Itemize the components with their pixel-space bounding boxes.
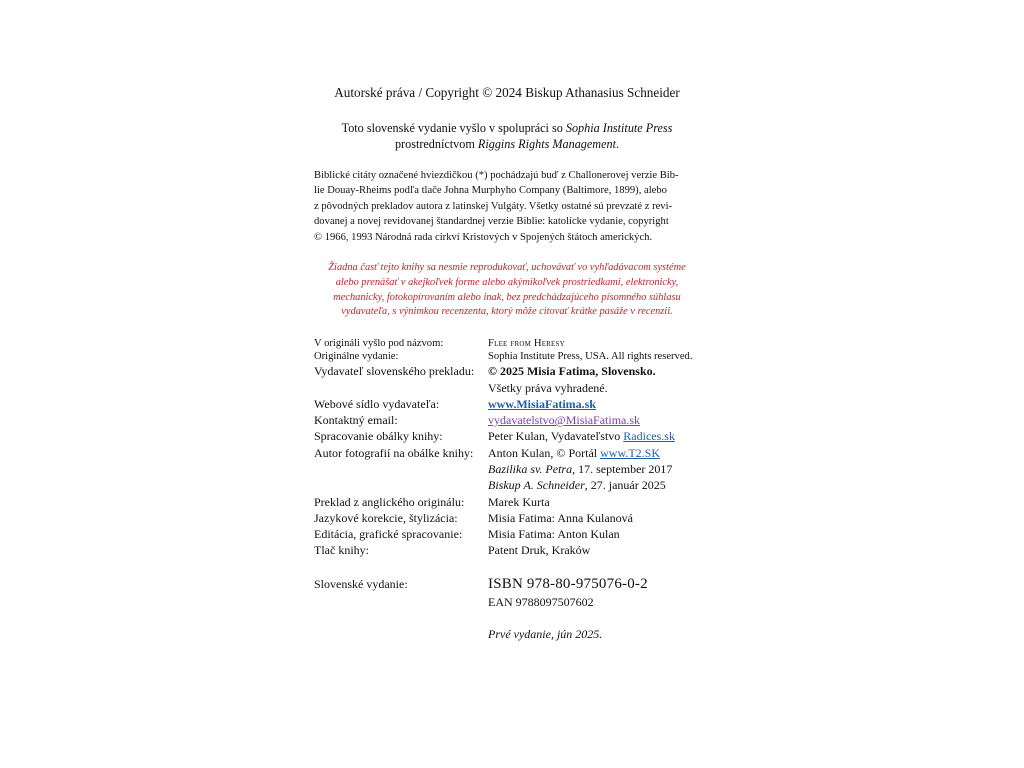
t2-link[interactable]: www.T2.SK (600, 445, 660, 460)
rights-note-line: mechanicky, fotokopírovaním alebo inak, bez predchádzajúceho písomného súhlasu (333, 291, 681, 303)
cover-value: Peter Kulan, Vydavateľstvo Radices.sk (488, 429, 675, 444)
publisher-name: Sophia Institute Press (565, 121, 673, 135)
first-edition-note: Prvé vydanie, jún 2025. (488, 627, 603, 642)
bible-citation-note (314, 168, 700, 245)
print-row (314, 542, 700, 558)
isbn-row (314, 575, 700, 594)
photo-row-2 (314, 461, 700, 477)
email-label: Kontaktný email: (314, 413, 398, 428)
sk-publisher-rights-row (314, 380, 700, 396)
proofreading-value: Misia Fatima: Anna Kulanová (488, 510, 633, 525)
bible-note-line: dovanej a novej revidovanej štandardnej verzie Biblie: katolícke vydanie, copyright (314, 216, 669, 228)
proofreading-label: Jazykové korekcie, štylizácia: (314, 510, 458, 525)
translation-value: Marek Kurta (488, 494, 550, 509)
copyright-page (314, 84, 700, 642)
original-title-value: Flee from Heresy (488, 338, 565, 350)
photo-row (314, 445, 700, 461)
rights-reserved-notice (314, 261, 700, 320)
first-edition-row (314, 626, 700, 642)
bible-note-line: z pôvodných prekladov autora z latinskej Vulgáty. Všetky ostatné sú prevzaté z revi- (314, 200, 673, 212)
sk-edition-label: Slovenské vydanie: (314, 576, 408, 591)
editing-label: Editácia, grafické spracovanie: (314, 527, 463, 542)
cover-label: Spracovanie obálky knihy: (314, 429, 443, 444)
original-title-row (314, 337, 700, 350)
isbn-number: ISBN 978-80-975076-0-2 (488, 575, 648, 592)
website-label: Webové sídlo vydavateľa: (314, 396, 440, 411)
bible-note-line: lie Douay-Rheims podľa tlače Johna Murphyho Company (Baltimore, 1899), alebo (314, 185, 667, 197)
website-link[interactable]: www.MisiaFatima.sk (488, 396, 596, 411)
photo-value: Anton Kulan, © Portál www.T2.SK (488, 445, 660, 460)
original-edition-label: Originálne vydanie: (314, 351, 399, 363)
original-edition-value: Sophia Institute Press, USA. All rights reserved. (488, 351, 693, 363)
rights-note-line: vydavateľa, s výnimkou recenzenta, ktorý môže citovať krátke pasáže v recenzii. (341, 306, 673, 318)
rights-note-line: Žiadna časť tejto knihy sa nesmie reprodukovať, uchovávať vo vyhľadávacom systéme (328, 262, 686, 274)
ean-number: EAN 9788097507602 (488, 594, 594, 609)
editing-row (314, 526, 700, 542)
photo-caption-1: Bazilika sv. Petra, 17. september 2017 (488, 462, 673, 476)
sk-publisher-value: © 2025 Misia Fatima, Slovensko. (488, 364, 656, 379)
original-edition-row (314, 350, 700, 363)
editing-value: Misia Fatima: Anton Kulan (488, 527, 620, 542)
edition-note (314, 120, 700, 152)
email-link[interactable]: vydavatelstvo@MisiaFatima.sk (488, 413, 641, 428)
edition-note-line-2: prostredníctvom Riggins Rights Management. (394, 137, 620, 151)
translation-label: Preklad z anglického originálu: (314, 494, 465, 509)
proofreading-row (314, 510, 700, 526)
radices-link[interactable]: Radices.sk (623, 429, 675, 444)
photo-caption-2: Biskup A. Schneider, 27. január 2025 (488, 478, 666, 493)
print-value: Patent Druk, Kraków (488, 543, 591, 558)
email-row (314, 412, 700, 428)
copyright-notice: Autorské práva / Copyright © 2024 Biskup Athanasius Schneider (334, 85, 680, 100)
photo-row-3 (314, 477, 700, 493)
ean-row (314, 594, 700, 610)
sk-publisher-label: Vydavateľ slovenského prekladu: (314, 364, 475, 379)
publication-info (314, 337, 700, 642)
sk-publisher-rights: Všetky práva vyhradené. (488, 380, 608, 395)
photo-label: Autor fotografií na obálke knihy: (314, 445, 474, 460)
original-title-label: V origináli vyšlo pod názvom: (314, 338, 444, 350)
translation-row (314, 494, 700, 510)
rights-agency-name: Riggins Rights Management (477, 137, 616, 151)
sk-publisher-row (314, 363, 700, 379)
cover-row (314, 428, 700, 444)
edition-note-line-1: Toto slovenské vydanie vyšlo v spolupráci so Sophia Institute Press (341, 121, 673, 135)
bible-note-line: © 1966, 1993 Národná rada cirkví Kristových v Spojených štátoch amerických. (314, 231, 653, 243)
website-row (314, 396, 700, 412)
bible-note-line: Biblické citáty označené hviezdičkou (*) pochádzajú buď z Challonerovej verzie Bib- (314, 170, 679, 181)
rights-note-line: alebo prenášať v akejkoľvek forme alebo akýmikoľvek prostriedkami, elektronicky, (335, 276, 679, 288)
print-label: Tlač knihy: (314, 543, 369, 558)
